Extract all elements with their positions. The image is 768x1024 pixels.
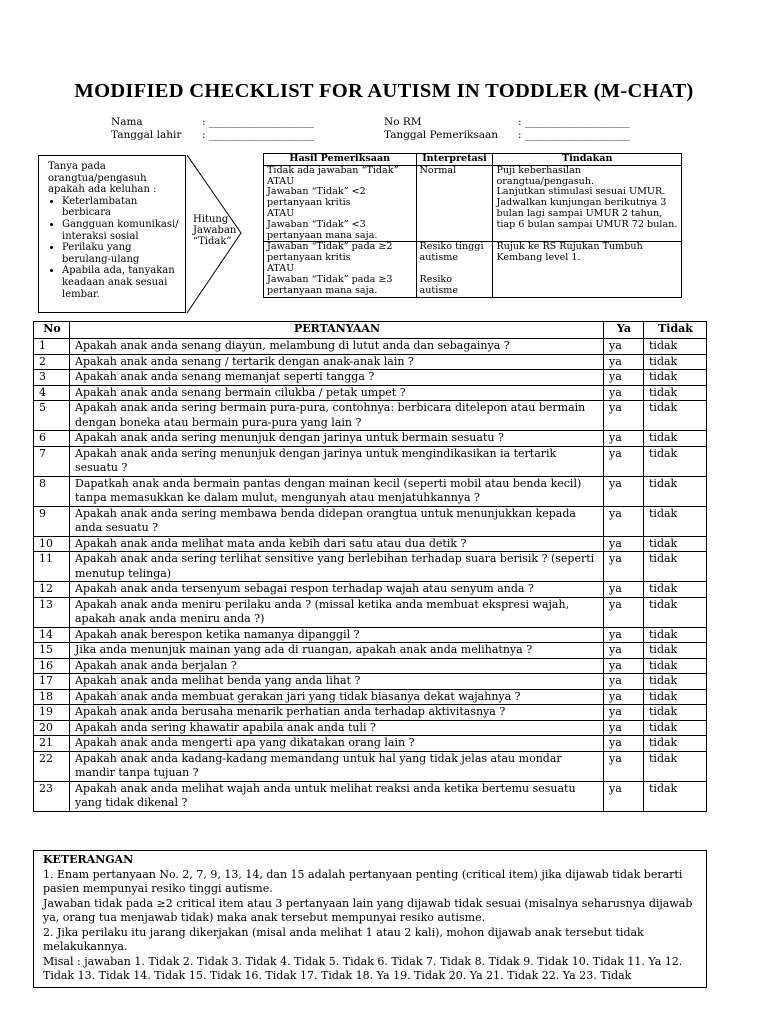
- hitung-line: “Tidak”: [193, 236, 232, 247]
- question-number: 1: [34, 339, 70, 355]
- cell-line: Lanjutkan stimulasi sesuai UMUR.: [496, 186, 666, 198]
- interpretasi-cell: [416, 242, 493, 297]
- keterangan-line: 1. Enam pertanyaan No. 2, 7, 9, 13, 14, dan 15 adalah pertanyaan penting (critical item) jika dijawab tidak berarti pasien mempunyai resiko tinggi autisme.: [43, 867, 683, 895]
- column-header: Tindakan: [493, 154, 682, 166]
- answer-ya-option[interactable]: ya: [604, 720, 644, 736]
- question-text: Apakah anak berespon ketika namanya dipanggil ?: [70, 627, 604, 643]
- answer-tidak-option[interactable]: tidak: [644, 582, 707, 598]
- answer-tidak-option[interactable]: tidak: [644, 597, 707, 627]
- tindakan-cell: [493, 242, 682, 297]
- answer-ya-option[interactable]: ya: [604, 446, 644, 476]
- answer-tidak-option[interactable]: tidak: [644, 339, 707, 355]
- question-row: [34, 582, 707, 598]
- question-row: [34, 401, 707, 431]
- answer-tidak-option[interactable]: tidak: [644, 751, 707, 781]
- question-number: 19: [34, 705, 70, 721]
- interpretation-table: [263, 153, 682, 298]
- tanggal-lahir-field[interactable]: : ____________________: [202, 129, 314, 141]
- keluhan-item: • Perilaku yang berulang-ulang: [62, 242, 181, 265]
- answer-ya-option[interactable]: ya: [604, 689, 644, 705]
- question-number: 15: [34, 643, 70, 659]
- question-text: Apakah anak anda sering menunjuk dengan jarinya untuk bermain sesuatu ?: [70, 431, 604, 447]
- keluhan-intro: Tanya pada orangtua/pengasuh apakah ada keluhan :: [48, 161, 157, 196]
- question-text: Apakah anak anda senang diayun, melambung di lutut anda dan sebagainya ?: [70, 339, 604, 355]
- question-number: 14: [34, 627, 70, 643]
- question-row: [34, 674, 707, 690]
- answer-ya-option[interactable]: ya: [604, 339, 644, 355]
- question-number: 7: [34, 446, 70, 476]
- column-header: Hasil Pemeriksaan: [264, 154, 417, 166]
- column-header-ya: Ya: [604, 322, 644, 339]
- answer-ya-option[interactable]: ya: [604, 552, 644, 582]
- keluhan-item: • Keterlambatan berbicara: [62, 196, 181, 219]
- answer-ya-option[interactable]: ya: [604, 536, 644, 552]
- nama-field[interactable]: : ____________________: [202, 116, 314, 128]
- question-number: 4: [34, 385, 70, 401]
- answer-tidak-option[interactable]: tidak: [644, 720, 707, 736]
- answer-tidak-option[interactable]: tidak: [644, 627, 707, 643]
- keluhan-item: • Apabila ada, tanyakan keadaan anak sesuai lembar.: [62, 265, 181, 300]
- question-text: Apakah anak anda kadang-kadang memandang untuk hal yang tidak jelas atau mondar mandir tanpa tujuan ?: [70, 751, 604, 781]
- question-number: 9: [34, 506, 70, 536]
- answer-ya-option[interactable]: ya: [604, 401, 644, 431]
- question-row: [34, 370, 707, 386]
- question-row: [34, 536, 707, 552]
- cell-line: Jawaban “Tidak” pada ≥2 pertanyaan kritis: [267, 241, 393, 264]
- tanggal-lahir-label: Tanggal lahir: [111, 129, 182, 141]
- keterangan-line: 2. Jika perilaku itu jarang dikerjakan (misal anda melihat 1 atau 2 kali), mohon dijawab anak tersebut tidak melakukannya.: [43, 925, 644, 953]
- keluhan-list: [48, 196, 181, 300]
- question-row: [34, 431, 707, 447]
- question-number: 21: [34, 736, 70, 752]
- question-number: 6: [34, 431, 70, 447]
- interpretation-header-row: [264, 154, 682, 166]
- answer-ya-option[interactable]: ya: [604, 751, 644, 781]
- no-rm-label: No RM: [384, 116, 422, 128]
- tanggal-pemeriksaan-label: Tanggal Pemeriksaan: [384, 129, 498, 141]
- hasil-cell: [264, 242, 417, 297]
- interpretation-row-normal: [264, 165, 682, 242]
- question-text: Apakah anak anda senang bermain cilukba / petak umpet ?: [70, 385, 604, 401]
- question-text: Dapatkah anak anda bermain pantas dengan mainan kecil (seperti mobil atau benda kecil) tanpa memasukkan ke dalam mulut, mengunyah atau menjatuhkannya ?: [70, 476, 604, 506]
- column-header-pertanyaan: PERTANYAAN: [70, 322, 604, 339]
- question-number: 22: [34, 751, 70, 781]
- cell-line: Jadwalkan kunjungan berikutnya 3 bulan lagi sampai UMUR 2 tahun, tiap 6 bulan sampai UMUR 72 bulan.: [496, 197, 678, 230]
- question-text: Apakah anak anda berjalan ?: [70, 658, 604, 674]
- question-text: Apakah anak anda sering menunjuk dengan jarinya untuk mengindikasikan ia tertarik sesuatu ?: [70, 446, 604, 476]
- keterangan-line: Misal : jawaban 1. Tidak 2. Tidak 3. Tidak 4. Tidak 5. Tidak 6. Tidak 7. Tidak 8. Tidak 9. Tidak 10. Tidak 11. Ya 12. Tidak 13. Tidak 14. Tidak 15. Tidak 16. Tidak 17. Tidak 18. Ya 19. Tidak 20. Ya 21. Tidak 22. Ya 23. Tidak: [43, 954, 683, 982]
- answer-tidak-option[interactable]: tidak: [644, 658, 707, 674]
- keterangan-box: [33, 850, 707, 988]
- question-number: 10: [34, 536, 70, 552]
- answer-ya-option[interactable]: ya: [604, 643, 644, 659]
- column-header-tidak: Tidak: [644, 322, 707, 339]
- question-row: [34, 643, 707, 659]
- question-number: 16: [34, 658, 70, 674]
- answer-tidak-option[interactable]: tidak: [644, 370, 707, 386]
- answer-ya-option[interactable]: ya: [604, 354, 644, 370]
- cell-line: ATAU: [267, 262, 295, 274]
- tanggal-pemeriksaan-field[interactable]: : ____________________: [518, 129, 630, 141]
- column-header-no: No: [34, 322, 70, 339]
- keluhan-item: • Gangguan komunikasi/ interaksi sosial: [62, 219, 181, 242]
- question-text: Apakah anak anda melihat wajah anda untuk melihat reaksi anda ketika bertemu sesuatu yang tidak dikenal ?: [70, 781, 604, 811]
- cell-line: Tidak ada jawaban “Tidak”: [267, 164, 399, 176]
- question-row: [34, 476, 707, 506]
- answer-ya-option[interactable]: ya: [604, 582, 644, 598]
- answer-tidak-option[interactable]: tidak: [644, 781, 707, 811]
- nama-label: Nama: [111, 116, 143, 128]
- answer-ya-option[interactable]: ya: [604, 476, 644, 506]
- questions-header-row: [34, 322, 707, 339]
- cell-line: Jawaban “Tidak” <2 pertanyaan kritis: [267, 186, 366, 209]
- answer-tidak-option[interactable]: tidak: [644, 736, 707, 752]
- question-row: [34, 720, 707, 736]
- cell-line: Jawaban “Tidak” <3 pertanyaan mana saja.: [267, 218, 378, 241]
- question-row: [34, 705, 707, 721]
- question-text: Apakah anak anda mengerti apa yang dikatakan orang lain ?: [70, 736, 604, 752]
- answer-ya-option[interactable]: ya: [604, 674, 644, 690]
- question-number: 13: [34, 597, 70, 627]
- question-text: Apakah anak anda senang / tertarik dengan anak-anak lain ?: [70, 354, 604, 370]
- question-number: 5: [34, 401, 70, 431]
- cell-line: Normal: [419, 164, 457, 176]
- cell-line: Jawaban “Tidak” pada ≥3 pertanyaan mana saja.: [267, 273, 393, 296]
- question-number: 17: [34, 674, 70, 690]
- keterangan-heading: KETERANGAN: [43, 853, 134, 866]
- cell-line: Puji keberhasilan orangtua/pengasuh.: [496, 164, 595, 187]
- answer-ya-option[interactable]: ya: [604, 781, 644, 811]
- hasil-cell: [264, 165, 417, 242]
- question-text: Jika anda menunjuk mainan yang ada di ruangan, apakah anak anda melihatnya ?: [70, 643, 604, 659]
- question-number: 8: [34, 476, 70, 506]
- question-text: Apakah anak anda sering terlihat sensitive yang berlebihan terhadap suara berisik ? (seperti menutup telinga): [70, 552, 604, 582]
- answer-ya-option[interactable]: ya: [604, 627, 644, 643]
- answer-ya-option[interactable]: ya: [604, 506, 644, 536]
- answer-tidak-option[interactable]: tidak: [644, 446, 707, 476]
- question-row: [34, 446, 707, 476]
- question-text: Apakah anak anda tersenyum sebagai respon terhadap wajah atau senyum anda ?: [70, 582, 604, 598]
- answer-tidak-option[interactable]: tidak: [644, 536, 707, 552]
- answer-tidak-option[interactable]: tidak: [644, 552, 707, 582]
- answer-ya-option[interactable]: ya: [604, 370, 644, 386]
- answer-ya-option[interactable]: ya: [604, 597, 644, 627]
- question-text: Apakah anda sering khawatir apabila anak anda tuli ?: [70, 720, 604, 736]
- question-number: 12: [34, 582, 70, 598]
- question-number: 2: [34, 354, 70, 370]
- question-text: Apakah anak anda meniru perilaku anda ? (missal ketika anda membuat ekspresi wajah, apakah anak anda meniru anda ?): [70, 597, 604, 627]
- answer-tidak-option[interactable]: tidak: [644, 476, 707, 506]
- answer-ya-option[interactable]: ya: [604, 431, 644, 447]
- question-text: Apakah anak anda melihat mata anda kebih dari satu atau dua detik ?: [70, 536, 604, 552]
- question-text: Apakah anak anda sering membawa benda didepan orangtua untuk menunjukkan kepada anda sesuatu ?: [70, 506, 604, 536]
- answer-tidak-option[interactable]: tidak: [644, 674, 707, 690]
- answer-ya-option[interactable]: ya: [604, 385, 644, 401]
- no-rm-field[interactable]: : ____________________: [518, 116, 630, 128]
- column-header: Interpretasi: [416, 154, 493, 166]
- cell-line: Resiko tinggi autisme: [419, 241, 484, 264]
- answer-ya-option[interactable]: ya: [604, 658, 644, 674]
- cell-line: ATAU: [267, 207, 295, 219]
- question-number: 18: [34, 689, 70, 705]
- answer-tidak-option[interactable]: tidak: [644, 643, 707, 659]
- answer-tidak-option[interactable]: tidak: [644, 401, 707, 431]
- question-row: [34, 751, 707, 781]
- questions-table: [33, 321, 707, 812]
- question-text: Apakah anak anda sering bermain pura-pura, contohnya: berbicara ditelepon atau bermain dengan boneka atau bermain pura-pura yang lain ?: [70, 401, 604, 431]
- answer-tidak-option[interactable]: tidak: [644, 689, 707, 705]
- question-number: 3: [34, 370, 70, 386]
- cell-line: Resiko autisme: [419, 273, 459, 296]
- cell-line: Rujuk ke RS Rujukan Tumbuh Kembang level 1.: [496, 241, 643, 264]
- question-row: [34, 339, 707, 355]
- question-row: [34, 627, 707, 643]
- question-row: [34, 689, 707, 705]
- page-title: MODIFIED CHECKLIST FOR AUTISM IN TODDLER (M-CHAT): [74, 80, 694, 102]
- interpretation-row-risk: [264, 242, 682, 297]
- question-number: 20: [34, 720, 70, 736]
- question-row: [34, 736, 707, 752]
- question-row: [34, 354, 707, 370]
- tindakan-cell: [493, 165, 682, 242]
- question-text: Apakah anak anda berusaha menarik perhatian anda terhadap aktivitasnya ?: [70, 705, 604, 721]
- question-row: [34, 658, 707, 674]
- questions-body: [34, 339, 707, 812]
- question-text: Apakah anak anda senang memanjat seperti tangga ?: [70, 370, 604, 386]
- question-row: [34, 506, 707, 536]
- answer-tidak-option[interactable]: tidak: [644, 385, 707, 401]
- question-row: [34, 781, 707, 811]
- answer-tidak-option[interactable]: tidak: [644, 354, 707, 370]
- answer-ya-option[interactable]: ya: [604, 705, 644, 721]
- hitung-line: Jawaban: [193, 225, 237, 236]
- interpretasi-cell: [416, 165, 493, 242]
- question-number: 11: [34, 552, 70, 582]
- answer-ya-option[interactable]: ya: [604, 736, 644, 752]
- question-number: 23: [34, 781, 70, 811]
- question-row: [34, 552, 707, 582]
- question-text: Apakah anak anda melihat benda yang anda lihat ?: [70, 674, 604, 690]
- question-text: Apakah anak anda membuat gerakan jari yang tidak biasanya dekat wajahnya ?: [70, 689, 604, 705]
- question-row: [34, 597, 707, 627]
- hitung-line: Hitung: [193, 214, 229, 225]
- answer-tidak-option[interactable]: tidak: [644, 705, 707, 721]
- hitung-jawaban-label: [193, 214, 236, 247]
- answer-tidak-option[interactable]: tidak: [644, 506, 707, 536]
- cell-line: ATAU: [267, 175, 295, 187]
- question-row: [34, 385, 707, 401]
- keluhan-box: [38, 155, 186, 313]
- keterangan-line: Jawaban tidak pada ≥2 critical item atau 3 pertanyaan lain yang dijawab tidak sesuai (misalnya seharusnya dijawab ya, orang tua menjawab tidak) maka anak tersebut mempunyai resiko autisme.: [43, 896, 693, 924]
- answer-tidak-option[interactable]: tidak: [644, 431, 707, 447]
